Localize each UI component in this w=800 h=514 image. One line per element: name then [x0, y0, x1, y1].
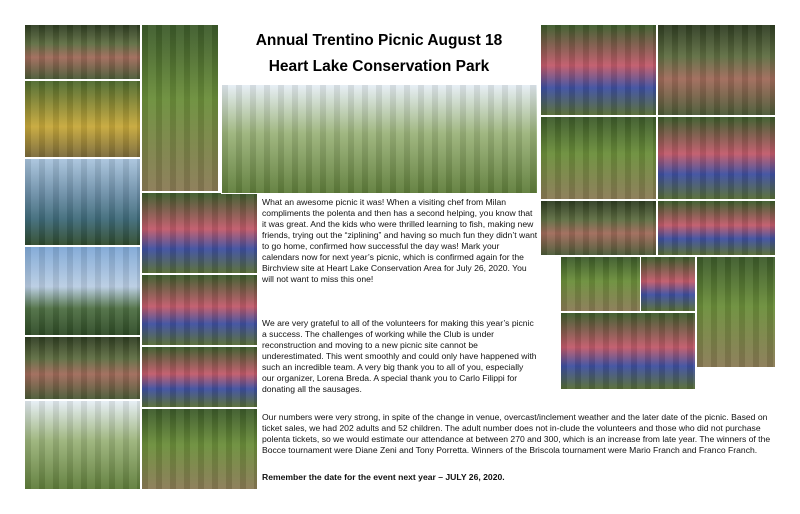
- closing-text: Remember the date for the event next year – JULY 26, 2020.: [262, 472, 505, 482]
- title-line-2: Heart Lake Conservation Park: [268, 58, 490, 75]
- photo-group-standing: [540, 116, 657, 200]
- paragraph-3-text: Our numbers were very strong, in spite of the change in venue, overcast/inclement weather and the later date of the picnic. Based on ticket sales, we had 202 adults and 52 children. The adult number does not in-clude the volunteers and those who did not purchase polenta tickets, so we would estimate our attendance at between 270 and 300, which is an increase from late year. The winners of the Bocce tournament were Diane Zeni and Tony Porretta. Winners of the Briscola tournament were Mario Franch and Franco Franch.: [262, 412, 771, 455]
- page-title: [222, 28, 536, 80]
- photo-crowd-outdoors: [657, 24, 776, 116]
- photo-lake-dock: [24, 158, 141, 246]
- article-paragraph-3: [262, 412, 776, 456]
- closing-reminder: [262, 472, 776, 483]
- title-line-1: Annual Trentino Picnic August 18: [255, 32, 503, 49]
- article-paragraph-2: [262, 318, 538, 395]
- paragraph-1-text: What an awesome picnic it was! When a visiting chef from Milan compliments the polenta and then has a second helping, you know that it was great. And the kids who were thrilled learning to fish, making new friends, trying out the “ziplining” and having so much fun they didn’t want to go home, confirmed how successful the day was! Mark your calendars now for next year’s picnic, which is confirmed again for the Birchview site at Heart Lake Conservation Area for July 26, 2020. You will not want to miss this one!: [262, 197, 538, 284]
- photo-volunteers-group: [560, 312, 696, 390]
- photo-pavilion-crowd: [24, 336, 141, 400]
- photo-guests-at-tables: [141, 346, 258, 408]
- photo-lake-view: [24, 246, 141, 336]
- photo-volunteers-serving: [141, 274, 258, 346]
- paragraph-2-text: We are very grateful to all of the volunteers for making this year’s picnic a success. The challenges of working while the Club is under reconstruction and moving to a new picnic site cannot be underestimated. This went smoothly and could only have happened with such an incredible team. A very big thank you to all of you, especially our organizer, Lorena Breda. A special thank you to Carlo Filippi for donating all the sausages.: [262, 318, 537, 394]
- photo-picnic-tables-crowd: [24, 24, 141, 80]
- photo-forest-zipline: [141, 408, 258, 490]
- photo-seated-guests: [24, 80, 141, 158]
- photo-woman-standing: [141, 24, 219, 192]
- photo-pavilion-guests: [540, 200, 657, 256]
- article-paragraph-1: [262, 197, 538, 285]
- photo-kids-at-table: [540, 24, 657, 116]
- photo-serving-tables: [657, 200, 776, 256]
- photo-polenta-cooking: [141, 192, 258, 274]
- photo-food-line: [657, 116, 776, 200]
- photo-stirring-polenta: [696, 256, 776, 368]
- photo-women-in-line: [640, 256, 696, 312]
- photo-pavilion-park: [221, 84, 538, 194]
- photo-tents-lawn: [24, 400, 141, 490]
